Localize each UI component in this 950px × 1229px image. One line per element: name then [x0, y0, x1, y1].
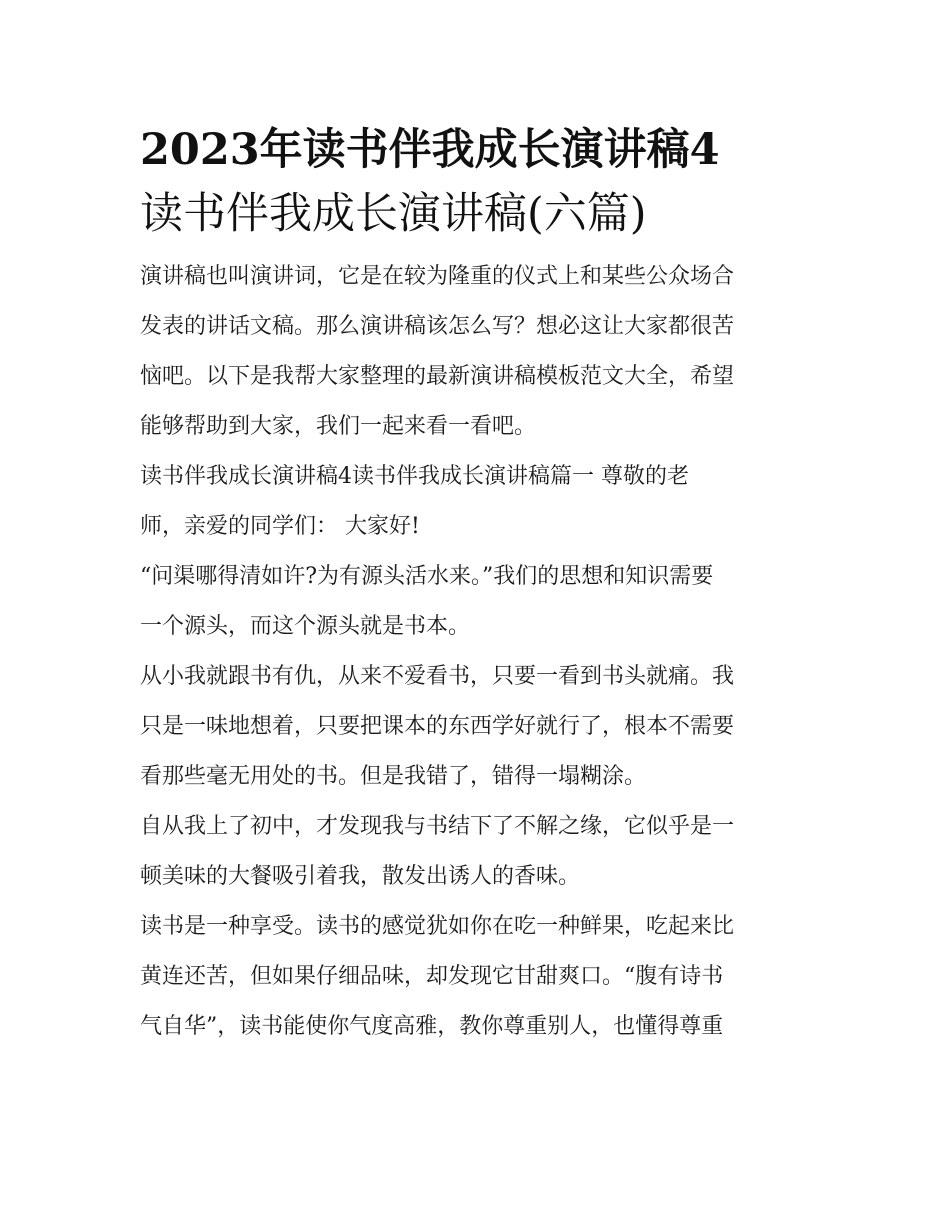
text-line: 发表的讲话文稿。那么演讲稿该怎么写？想必这让大家都很苦: [140, 314, 735, 339]
text-line: 能够帮助到大家，我们一起来看一看吧。: [140, 414, 537, 439]
text-line: 自从我上了初中，才发现我与书结下了不解之缘，它似乎是一: [140, 814, 735, 839]
paragraph: [140, 658, 812, 796]
text-line: 顿美味的大餐吸引着我，散发出诱人的香味。: [140, 864, 581, 889]
text-line: 读书伴我成长演讲稿4读书伴我成长演讲稿篇一 尊敬的老: [140, 464, 689, 489]
paragraph: [140, 458, 812, 546]
text-line: 演讲稿也叫演讲词，它是在较为隆重的仪式上和某些公众场合: [140, 264, 735, 289]
paragraph: [140, 558, 812, 646]
document-title: [140, 118, 812, 246]
text-line: “问渠哪得清如许?为有源头活水来。”我们的思想和知识需要: [140, 564, 714, 589]
title-line: 读书伴我成长演讲稿(六篇): [140, 189, 647, 239]
paragraph: [140, 808, 812, 896]
text-line: 恼吧。以下是我帮大家整理的最新演讲稿模板范文大全，希望: [140, 364, 735, 389]
text-line: 只是一味地想着，只要把课本的东西学好就行了，根本不需要: [140, 714, 735, 739]
text-line: 黄连还苦，但如果仔细品味，却发现它甘甜爽口。“腹有诗书: [140, 964, 724, 989]
paragraph: [140, 908, 812, 1046]
document-body: [140, 258, 812, 1046]
document-content: [140, 118, 812, 1046]
text-line: 读书是一种享受。读书的感觉犹如你在吃一种鲜果，吃起来比: [140, 914, 735, 939]
text-line: 一个源头，而这个源头就是书本。: [140, 614, 471, 639]
text-line: 看那些毫无用处的书。但是我错了，错得一塌糊涂。: [140, 764, 647, 789]
paragraph: [140, 258, 812, 446]
text-line: 从小我就跟书有仇，从来不爱看书，只要一看到书头就痛。我: [140, 664, 735, 689]
title-line: 2023年读书伴我成长演讲稿4: [140, 125, 720, 175]
text-line: 气自华”，读书能使你气度高雅，教你尊重别人，也懂得尊重: [140, 1014, 724, 1039]
text-line: 师，亲爱的同学们： 大家好!: [140, 514, 420, 539]
